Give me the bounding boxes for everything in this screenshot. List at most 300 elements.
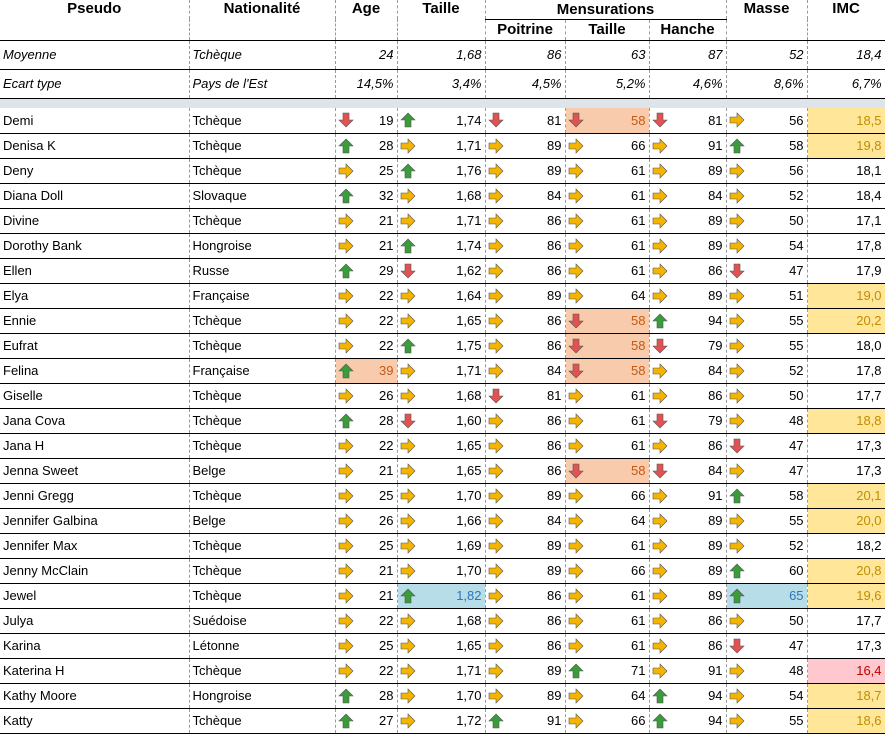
cell-hanche[interactable] [649, 458, 726, 483]
cell-imc[interactable]: 17,3 [807, 458, 885, 483]
cell-hanche[interactable] [649, 658, 726, 683]
cell-taille2[interactable] [565, 108, 649, 133]
summary-cell-poitrine[interactable]: 86 [485, 40, 565, 69]
cell-age[interactable] [335, 258, 397, 283]
cell-imc[interactable]: 19,0 [807, 283, 885, 308]
cell-imc[interactable]: 18,0 [807, 333, 885, 358]
cell-hanche[interactable] [649, 208, 726, 233]
col-header-nationalite[interactable]: Nationalité [189, 0, 335, 40]
cell-pseudo[interactable]: Eufrat [0, 333, 189, 358]
summary-cell-imc[interactable]: 6,7% [807, 69, 885, 98]
cell-nationalite[interactable]: Hongroise [189, 683, 335, 708]
cell-imc[interactable]: 19,6 [807, 583, 885, 608]
cell-value: 71 [631, 663, 646, 678]
col-header-hanche[interactable]: Hanche [649, 19, 726, 40]
cell-taille[interactable] [397, 408, 485, 433]
cell-taille[interactable] [397, 358, 485, 383]
cell-poitrine[interactable] [485, 508, 565, 533]
cell-hanche[interactable] [649, 183, 726, 208]
cell-hanche[interactable] [649, 708, 726, 733]
cell-masse[interactable] [726, 533, 807, 558]
col-header-taille-mensuration[interactable]: Taille [565, 19, 649, 40]
cell-pseudo[interactable]: Jenni Gregg [0, 483, 189, 508]
cell-masse[interactable] [726, 483, 807, 508]
cell-value: 22 [379, 338, 394, 353]
cell-age[interactable] [335, 283, 397, 308]
cell-value: 58 [789, 488, 804, 503]
summary-cell-masse[interactable]: 52 [726, 40, 807, 69]
table-row [0, 633, 885, 658]
cell-masse[interactable] [726, 458, 807, 483]
cell-value: 61 [631, 163, 646, 178]
cell-masse[interactable] [726, 608, 807, 633]
cell-value: 25 [379, 163, 394, 178]
summary-section [0, 40, 885, 98]
cell-value: 86 [547, 438, 562, 453]
cell-imc[interactable]: 16,4 [807, 658, 885, 683]
cell-masse[interactable] [726, 233, 807, 258]
cell-hanche[interactable] [649, 158, 726, 183]
cell-imc[interactable]: 18,8 [807, 408, 885, 433]
cell-hanche[interactable] [649, 233, 726, 258]
cell-age[interactable] [335, 383, 397, 408]
cell-nationalite[interactable]: Suédoise [189, 608, 335, 633]
cell-value: 64 [631, 688, 646, 703]
cell-pseudo[interactable]: Kathy Moore [0, 683, 189, 708]
cell-imc[interactable]: 17,3 [807, 633, 885, 658]
cell-pseudo[interactable]: Jewel [0, 583, 189, 608]
cell-hanche[interactable] [649, 333, 726, 358]
cell-value: 1,60 [456, 413, 482, 428]
cell-nationalite[interactable]: Russe [189, 258, 335, 283]
cell-taille2[interactable] [565, 583, 649, 608]
cell-taille2[interactable] [565, 508, 649, 533]
cell-nationalite[interactable]: Tchèque [189, 158, 335, 183]
cell-taille2[interactable] [565, 308, 649, 333]
cell-poitrine[interactable] [485, 333, 565, 358]
cell-taille[interactable] [397, 258, 485, 283]
cell-value: 50 [789, 613, 804, 628]
cell-pseudo[interactable]: Felina [0, 358, 189, 383]
cell-hanche[interactable] [649, 408, 726, 433]
cell-nationalite[interactable]: Tchèque [189, 383, 335, 408]
cell-value: 64 [631, 513, 646, 528]
cell-hanche[interactable] [649, 608, 726, 633]
cell-hanche[interactable] [649, 308, 726, 333]
cell-value: 47 [789, 438, 804, 453]
cell-taille2[interactable] [565, 708, 649, 733]
cell-taille[interactable] [397, 383, 485, 408]
cell-age[interactable] [335, 108, 397, 133]
cell-taille2[interactable] [565, 283, 649, 308]
cell-age[interactable] [335, 233, 397, 258]
cell-nationalite[interactable]: Tchèque [189, 558, 335, 583]
cell-taille2[interactable] [565, 608, 649, 633]
cell-age[interactable] [335, 583, 397, 608]
cell-age[interactable] [335, 683, 397, 708]
cell-poitrine[interactable] [485, 483, 565, 508]
cell-taille2[interactable] [565, 158, 649, 183]
cell-age[interactable] [335, 333, 397, 358]
cell-poitrine[interactable] [485, 383, 565, 408]
cell-poitrine[interactable] [485, 283, 565, 308]
cell-nationalite[interactable]: Française [189, 283, 335, 308]
cell-masse[interactable] [726, 583, 807, 608]
cell-value: 22 [379, 313, 394, 328]
cell-taille2[interactable] [565, 133, 649, 158]
cell-nationalite[interactable]: Tchèque [189, 708, 335, 733]
cell-poitrine[interactable] [485, 308, 565, 333]
cell-value: 89 [708, 238, 723, 253]
cell-masse[interactable] [726, 283, 807, 308]
cell-taille[interactable] [397, 533, 485, 558]
cell-imc[interactable]: 17,7 [807, 383, 885, 408]
cell-taille[interactable] [397, 558, 485, 583]
cell-hanche[interactable] [649, 483, 726, 508]
cell-taille2[interactable] [565, 658, 649, 683]
cell-value: 61 [631, 438, 646, 453]
header-section [0, 0, 885, 40]
cell-value: 84 [547, 513, 562, 528]
cell-value: 86 [708, 438, 723, 453]
cell-value: 94 [708, 713, 723, 728]
cell-age[interactable] [335, 208, 397, 233]
col-header-mensurations[interactable]: Mensurations [485, 0, 726, 19]
cell-pseudo[interactable]: Diana Doll [0, 183, 189, 208]
cell-hanche[interactable] [649, 108, 726, 133]
cell-pseudo[interactable]: Katty [0, 708, 189, 733]
cell-age[interactable] [335, 133, 397, 158]
summary-cell-taille[interactable]: 1,68 [397, 40, 485, 69]
cell-age[interactable] [335, 558, 397, 583]
cell-pseudo[interactable]: Jenna Sweet [0, 458, 189, 483]
cell-pseudo[interactable]: Jennifer Galbina [0, 508, 189, 533]
cell-taille[interactable] [397, 633, 485, 658]
col-header-masse[interactable]: Masse [726, 0, 807, 40]
cell-value: 47 [789, 463, 804, 478]
cell-age[interactable] [335, 483, 397, 508]
cell-imc[interactable]: 18,5 [807, 108, 885, 133]
cell-poitrine[interactable] [485, 108, 565, 133]
cell-nationalite[interactable]: Tchèque [189, 433, 335, 458]
cell-masse[interactable] [726, 183, 807, 208]
cell-masse[interactable] [726, 408, 807, 433]
summary-cell-hanche[interactable]: 4,6% [649, 69, 726, 98]
col-header-taille[interactable]: Taille [397, 0, 485, 40]
cell-taille2[interactable] [565, 408, 649, 433]
cell-taille[interactable] [397, 308, 485, 333]
cell-pseudo[interactable]: Divine [0, 208, 189, 233]
summary-cell-label[interactable]: Ecart type [0, 69, 189, 98]
summary-cell-age[interactable]: 14,5% [335, 69, 397, 98]
cell-imc[interactable]: 18,6 [807, 708, 885, 733]
cell-age[interactable] [335, 708, 397, 733]
cell-taille[interactable] [397, 583, 485, 608]
cell-nationalite[interactable]: Hongroise [189, 233, 335, 258]
cell-value: 89 [547, 663, 562, 678]
cell-pseudo[interactable]: Elya [0, 283, 189, 308]
cell-nationalite[interactable]: Tchèque [189, 108, 335, 133]
cell-pseudo[interactable]: Giselle [0, 383, 189, 408]
cell-age[interactable] [335, 633, 397, 658]
cell-nationalite[interactable]: Létonne [189, 633, 335, 658]
cell-hanche[interactable] [649, 358, 726, 383]
cell-taille2[interactable] [565, 383, 649, 408]
cell-age[interactable] [335, 358, 397, 383]
cell-taille2[interactable] [565, 358, 649, 383]
cell-value: 25 [379, 488, 394, 503]
cell-masse[interactable] [726, 333, 807, 358]
cell-masse[interactable] [726, 633, 807, 658]
cell-imc[interactable]: 20,1 [807, 483, 885, 508]
cell-masse[interactable] [726, 158, 807, 183]
cell-taille2[interactable] [565, 458, 649, 483]
cell-imc[interactable]: 20,2 [807, 308, 885, 333]
cell-taille[interactable] [397, 508, 485, 533]
cell-masse[interactable] [726, 508, 807, 533]
cell-nationalite[interactable]: Tchèque [189, 308, 335, 333]
cell-age[interactable] [335, 408, 397, 433]
cell-value: 26 [379, 513, 394, 528]
cell-taille2[interactable] [565, 683, 649, 708]
cell-poitrine[interactable] [485, 683, 565, 708]
cell-value: 1,74 [456, 112, 482, 128]
cell-hanche[interactable] [649, 633, 726, 658]
cell-poitrine[interactable] [485, 183, 565, 208]
cell-value: 89 [708, 288, 723, 303]
cell-taille2[interactable] [565, 183, 649, 208]
cell-poitrine[interactable] [485, 358, 565, 383]
cell-poitrine[interactable] [485, 458, 565, 483]
cell-nationalite[interactable]: Tchèque [189, 533, 335, 558]
cell-nationalite[interactable]: Tchèque [189, 133, 335, 158]
cell-masse[interactable] [726, 308, 807, 333]
cell-taille2[interactable] [565, 233, 649, 258]
col-header-pseudo[interactable]: Pseudo [0, 0, 189, 40]
summary-cell-taille2[interactable]: 5,2% [565, 69, 649, 98]
cell-poitrine[interactable] [485, 533, 565, 558]
cell-value: 58 [789, 138, 804, 153]
cell-poitrine[interactable] [485, 133, 565, 158]
cell-masse[interactable] [726, 658, 807, 683]
cell-nationalite[interactable]: Tchèque [189, 408, 335, 433]
cell-value: 91 [708, 138, 723, 153]
cell-poitrine[interactable] [485, 433, 565, 458]
cell-hanche[interactable] [649, 583, 726, 608]
cell-nationalite[interactable]: Tchèque [189, 583, 335, 608]
cell-hanche[interactable] [649, 133, 726, 158]
cell-value: 84 [547, 363, 562, 378]
cell-value: 58 [631, 463, 646, 478]
cell-age[interactable] [335, 658, 397, 683]
cell-age[interactable] [335, 183, 397, 208]
cell-taille[interactable] [397, 183, 485, 208]
cell-imc[interactable]: 19,8 [807, 133, 885, 158]
col-header-poitrine[interactable]: Poitrine [485, 19, 565, 40]
cell-value: 79 [708, 338, 723, 353]
summary-cell-imc[interactable]: 18,4 [807, 40, 885, 69]
cell-pseudo[interactable]: Dorothy Bank [0, 233, 189, 258]
col-header-imc[interactable]: IMC [807, 0, 885, 40]
col-header-age[interactable]: Age [335, 0, 397, 40]
cell-age[interactable] [335, 158, 397, 183]
cell-nationalite[interactable]: Belge [189, 458, 335, 483]
cell-masse[interactable] [726, 358, 807, 383]
cell-value: 32 [379, 188, 394, 203]
cell-value: 51 [789, 288, 804, 303]
cell-pseudo[interactable]: Jana H [0, 433, 189, 458]
summary-cell-nat[interactable]: Pays de l'Est [189, 69, 335, 98]
cell-taille2[interactable] [565, 208, 649, 233]
cell-pseudo[interactable]: Jenny McClain [0, 558, 189, 583]
cell-hanche[interactable] [649, 433, 726, 458]
cell-taille[interactable] [397, 708, 485, 733]
cell-hanche[interactable] [649, 283, 726, 308]
cell-taille2[interactable] [565, 483, 649, 508]
cell-masse[interactable] [726, 108, 807, 133]
cell-hanche[interactable] [649, 683, 726, 708]
cell-imc[interactable]: 20,0 [807, 508, 885, 533]
cell-pseudo[interactable]: Ennie [0, 308, 189, 333]
cell-taille[interactable] [397, 108, 485, 133]
cell-value: 61 [631, 188, 646, 203]
cell-taille[interactable] [397, 683, 485, 708]
cell-taille2[interactable] [565, 333, 649, 358]
cell-taille2[interactable] [565, 258, 649, 283]
cell-taille[interactable] [397, 133, 485, 158]
cell-value: 1,69 [456, 538, 482, 553]
cell-taille[interactable] [397, 433, 485, 458]
cell-hanche[interactable] [649, 258, 726, 283]
summary-cell-masse[interactable]: 8,6% [726, 69, 807, 98]
cell-nationalite[interactable]: Tchèque [189, 483, 335, 508]
table-row [0, 683, 885, 708]
cell-imc[interactable]: 17,8 [807, 233, 885, 258]
cell-taille2[interactable] [565, 533, 649, 558]
cell-taille2[interactable] [565, 633, 649, 658]
cell-value: 84 [547, 188, 562, 203]
summary-cell-label[interactable]: Moyenne [0, 40, 189, 69]
cell-imc[interactable]: 18,1 [807, 158, 885, 183]
cell-taille2[interactable] [565, 433, 649, 458]
cell-value: 89 [547, 688, 562, 703]
cell-masse[interactable] [726, 708, 807, 733]
table-row [0, 708, 885, 733]
cell-taille[interactable] [397, 658, 485, 683]
table-row [0, 133, 885, 158]
cell-nationalite[interactable]: Tchèque [189, 333, 335, 358]
cell-pseudo[interactable]: Julya [0, 608, 189, 633]
summary-cell-nat[interactable]: Tchèque [189, 40, 335, 69]
summary-cell-age[interactable]: 24 [335, 40, 397, 69]
cell-hanche[interactable] [649, 508, 726, 533]
cell-imc[interactable]: 18,7 [807, 683, 885, 708]
cell-taille[interactable] [397, 233, 485, 258]
cell-age[interactable] [335, 458, 397, 483]
cell-hanche[interactable] [649, 558, 726, 583]
cell-age[interactable] [335, 308, 397, 333]
cell-imc[interactable]: 18,2 [807, 533, 885, 558]
cell-value: 84 [708, 463, 723, 478]
cell-masse[interactable] [726, 208, 807, 233]
cell-poitrine[interactable] [485, 408, 565, 433]
summary-cell-taille2[interactable]: 63 [565, 40, 649, 69]
cell-imc[interactable]: 17,8 [807, 358, 885, 383]
cell-imc[interactable]: 17,7 [807, 608, 885, 633]
cell-pseudo[interactable]: Katerina H [0, 658, 189, 683]
summary-cell-taille[interactable]: 3,4% [397, 69, 485, 98]
cell-poitrine[interactable] [485, 608, 565, 633]
cell-nationalite[interactable]: Belge [189, 508, 335, 533]
cell-poitrine[interactable] [485, 583, 565, 608]
cell-hanche[interactable] [649, 383, 726, 408]
cell-taille[interactable] [397, 458, 485, 483]
cell-value: 81 [547, 388, 562, 403]
cell-masse[interactable] [726, 558, 807, 583]
cell-imc[interactable]: 17,9 [807, 258, 885, 283]
cell-pseudo[interactable]: Karina [0, 633, 189, 658]
cell-age[interactable] [335, 533, 397, 558]
cell-taille[interactable] [397, 333, 485, 358]
cell-value: 1,65 [456, 638, 482, 653]
cell-pseudo[interactable]: Jennifer Max [0, 533, 189, 558]
summary-cell-poitrine[interactable]: 4,5% [485, 69, 565, 98]
cell-taille[interactable] [397, 158, 485, 183]
cell-nationalite[interactable]: Slovaque [189, 183, 335, 208]
cell-taille[interactable] [397, 283, 485, 308]
cell-taille2[interactable] [565, 558, 649, 583]
cell-pseudo[interactable]: Denisa K [0, 133, 189, 158]
cell-masse[interactable] [726, 683, 807, 708]
cell-imc[interactable]: 17,1 [807, 208, 885, 233]
cell-value: 39 [379, 363, 394, 378]
cell-nationalite[interactable]: Française [189, 358, 335, 383]
cell-nationalite[interactable]: Tchèque [189, 658, 335, 683]
cell-pseudo[interactable]: Jana Cova [0, 408, 189, 433]
cell-pseudo[interactable]: Ellen [0, 258, 189, 283]
cell-masse[interactable] [726, 133, 807, 158]
cell-age[interactable] [335, 508, 397, 533]
cell-poitrine[interactable] [485, 258, 565, 283]
cell-hanche[interactable] [649, 533, 726, 558]
cell-poitrine[interactable] [485, 558, 565, 583]
cell-taille[interactable] [397, 483, 485, 508]
cell-value: 1,68 [456, 388, 482, 403]
cell-poitrine[interactable] [485, 233, 565, 258]
cell-imc[interactable]: 17,3 [807, 433, 885, 458]
cell-poitrine[interactable] [485, 658, 565, 683]
cell-value: 1,65 [456, 463, 482, 478]
cell-masse[interactable] [726, 258, 807, 283]
cell-age[interactable] [335, 608, 397, 633]
cell-masse[interactable] [726, 433, 807, 458]
cell-nationalite[interactable]: Tchèque [189, 208, 335, 233]
cell-taille[interactable] [397, 608, 485, 633]
cell-poitrine[interactable] [485, 208, 565, 233]
cell-poitrine[interactable] [485, 633, 565, 658]
cell-masse[interactable] [726, 383, 807, 408]
cell-poitrine[interactable] [485, 158, 565, 183]
cell-age[interactable] [335, 433, 397, 458]
cell-imc[interactable]: 20,8 [807, 558, 885, 583]
cell-value: 66 [631, 138, 646, 153]
cell-poitrine[interactable] [485, 708, 565, 733]
cell-imc[interactable]: 18,4 [807, 183, 885, 208]
cell-pseudo[interactable]: Deny [0, 158, 189, 183]
cell-pseudo[interactable]: Demi [0, 108, 189, 133]
cell-taille[interactable] [397, 208, 485, 233]
summary-cell-hanche[interactable]: 87 [649, 40, 726, 69]
